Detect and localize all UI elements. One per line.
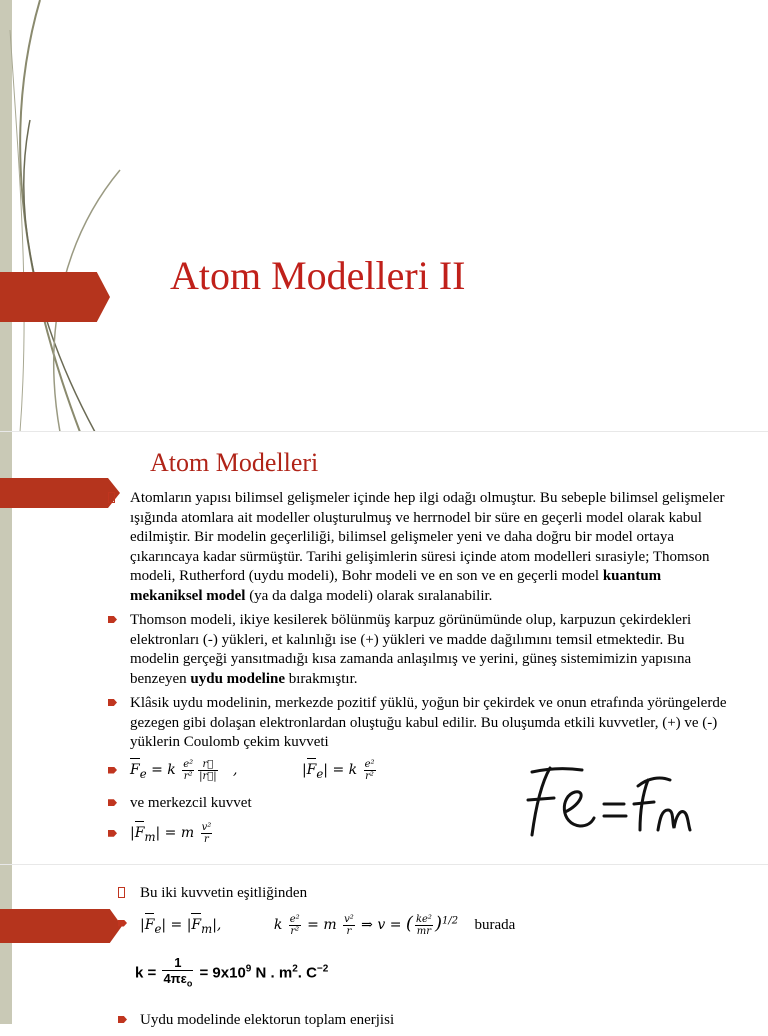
coulomb-magnitude-formula: $|F_e| = k$ $\frac{\text{e²}}{\text{r²}}$ [301, 758, 375, 782]
coulomb-formula: $F_e = k$ $\frac{\text{e²}}{\text{r²}}$ $\frac{r⃗}{|r⃗|}$ , [130, 758, 242, 782]
velocity-formula: k $\frac{\text{e²}}{\text{r²}}$ = m $\frac{\text{v²}}{r}$ ⇒ v = ( $\frac{\text{ke²}}{mr}$ )$^{1/2}$ [273, 913, 459, 937]
bullet-equality-formula [118, 912, 738, 940]
title-slide [0, 0, 768, 432]
bullet-marker-icon [108, 699, 117, 706]
heading-accent-tab [0, 478, 120, 508]
bullet-marker-icon [108, 492, 115, 503]
title-accent-tab [0, 272, 110, 322]
bullet-marker-icon [108, 616, 117, 623]
bullet-marker-icon [108, 799, 117, 806]
coulomb-constant-formula: k = $\frac{1}{4\pi\varepsilon_o}$ = $9x10^9$ N . $m^2$. $C^{-2}$ [135, 955, 329, 989]
bullet-marker-icon [118, 887, 125, 898]
bullet-marker-icon [118, 920, 127, 927]
slide-accent-tab [0, 909, 122, 943]
bullet-list-2 [118, 884, 738, 944]
burada-text: burada [474, 917, 516, 934]
slide-heading: Atom Modelleri [150, 448, 319, 477]
slide-side-bar [0, 865, 12, 1024]
slide-title: Atom Modelleri II [170, 253, 466, 298]
bullet-classic-model: Klâsik uydu modelinin, merkezde pozitif yüklü, yoğun bir çekirdek ve onun etrafında yörüngelerde gezegen gibi dolaşan elektronlardan oluştuğu kabul edilir. Bu oluşumda etkili kuvvetler, (+) ve (-) yüklerin Coulomb çekim kuvveti [108, 694, 728, 753]
decorative-curves [0, 0, 140, 432]
bullet-centripetal: ve merkezcil kuvvet [108, 794, 728, 814]
bullet-marker-icon [108, 767, 117, 774]
bullet-marker-icon [108, 830, 117, 837]
centripetal-formula: $|F_m| = m$ $\frac{\text{v²}}{r}$ [130, 821, 212, 845]
bullet-total-energy: Uydu modelinde elektorun toplam enerjisi [118, 1011, 738, 1031]
bullet-atom-history: Atomların yapısı bilimsel gelişmeler içinde hep ilgi odağı olmuştur. Bu sebeple bilimsel gelişmeler ışığında atomlara ait modeller oluşturulmuş ve herrnodel bir süre en geçerli model olarak kabul edilmiştir. Bir modelin geçerliliği, bilimsel gelişmeler yeni ve daha doğru bir model ortaya çıkarıncaya kadar sürmüştür. Tarihi gelişimlerin süresi içinde atom modelleri sırasiyle; Thomson modeli, Rutherford (uydu modeli), Bohr modeli ve en son ve en geçerli model kuantum mekaniksel model (ya da dalga modeli) olarak sıralanabilir. [108, 489, 728, 606]
bullet-marker-icon [118, 1016, 127, 1023]
bullet-list-3 [118, 1011, 738, 1036]
bullet-equality: Bu iki kuvvetin eşitliğinden [118, 884, 738, 904]
handwritten-annotation [520, 760, 700, 840]
bullet-thomson: Thomson modeli, ikiye kesilerek bölünmüş karpuz görünümünde olup, karpuzun çekirdekleri elektronları (-) yükleri, et kalınlığı ise (+) yükleri ve madde dağılımını temsil etmektedir. Bu modelin gerçeği yansıtmadığı kısa zamanda anlaşılmış ve yerini, güneş sistemimizin yapısına benzeyen uydu modeline bırakmıştır. [108, 611, 728, 689]
force-equality-formula: $|F_e| = |F_m|$, [140, 917, 226, 936]
